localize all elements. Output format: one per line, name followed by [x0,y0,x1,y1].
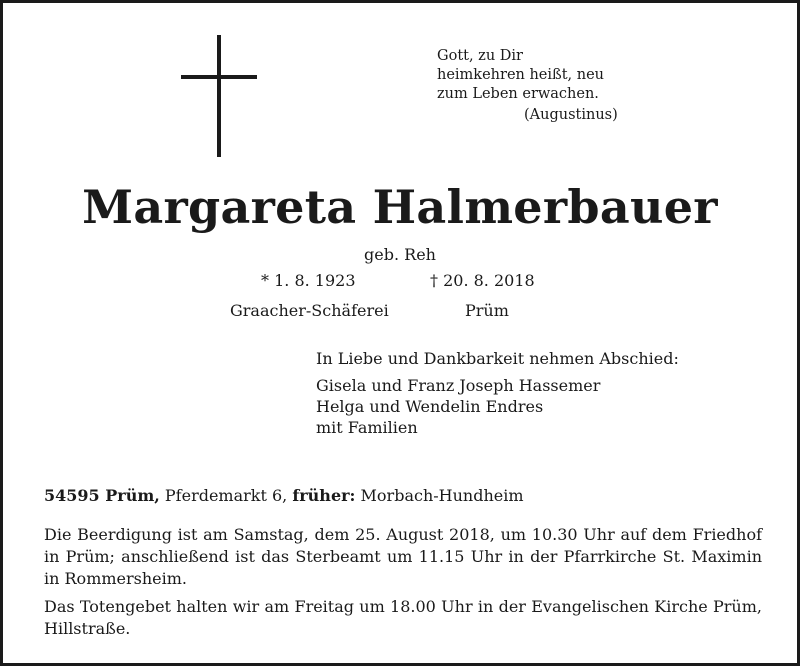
deceased-name: Margareta Halmerbauer [82,180,718,234]
address-line [44,486,524,505]
mourner-name: Helga und Wendelin Endres [316,397,544,416]
birth-date: * 1. 8. 1923 [261,271,356,290]
mourner-name: Gisela und Franz Joseph Hassemer [316,376,601,395]
motto-line: zum Leben erwachen. [437,86,599,102]
motto-line: Gott, zu Dir [437,48,523,64]
motto-line: heimkehren heißt, neu [437,67,605,83]
birth-place: Graacher-Schäferei [230,301,389,320]
motto-quote [437,47,618,125]
address-former-place: Morbach-Hundheim [355,486,524,505]
motto-author: (Augustinus) [524,107,618,123]
mourners-block [316,348,679,438]
address-street: Pferdemarkt 6, [159,486,293,505]
maiden-name: geb. Reh [364,245,436,264]
death-date: † 20. 8. 2018 [430,271,535,290]
address-postal-city: 54595 Prüm, [44,486,160,505]
funeral-info: Die Beerdigung ist am Samstag, dem 25. August 2018, um 10.30 Uhr auf dem Friedhof in Prüm; anschließend ist das Sterbeamt um 11.15 Uhr in der Pfarrkirche St. Maximin in Rommersheim. [44,525,762,588]
address-former-label: früher: [292,486,356,505]
mourner-name: mit Familien [316,418,418,437]
prayer-info: Das Totengebet halten wir am Freitag um 18.00 Uhr in der Evangelischen Kirche Prüm, Hillstraße. [44,597,762,638]
mourners-intro: In Liebe und Dankbarkeit nehmen Abschied: [316,349,679,368]
cross-icon [181,35,257,157]
death-place: Prüm [465,301,509,320]
